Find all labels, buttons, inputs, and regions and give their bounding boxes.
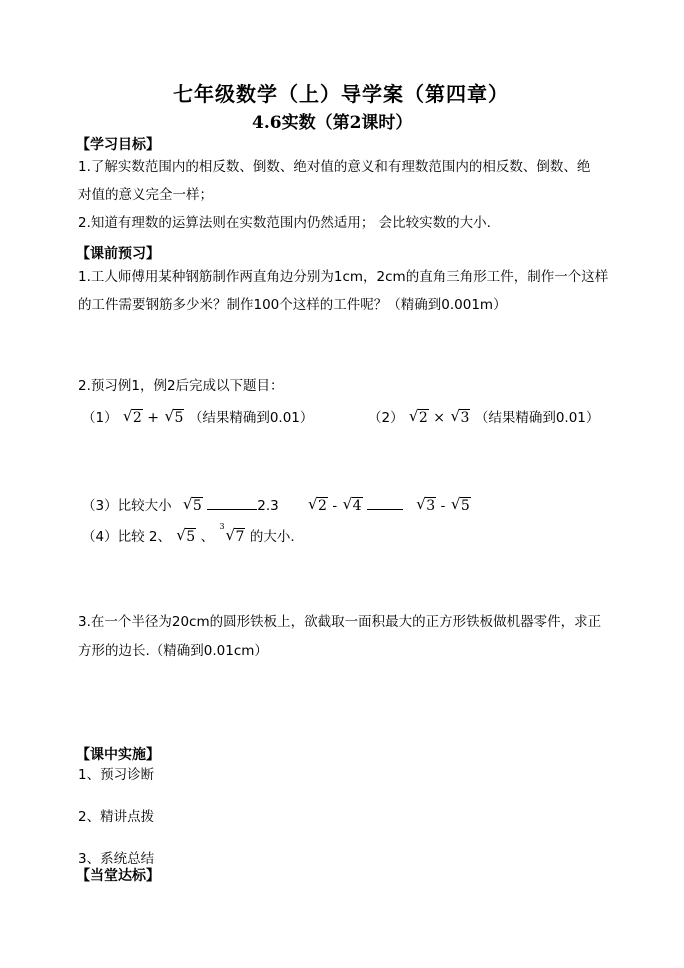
question-1-line-1: 1.工人师傅用某种钢筋制作两直角边分别为1cm，2cm的直角三角形工件，制作一个这样 <box>78 269 609 285</box>
compare-value: 2.3 <box>257 498 279 514</box>
question-2-1 <box>82 407 314 426</box>
question-2-4 <box>82 522 295 545</box>
question-2-3 <box>82 497 471 514</box>
q2-2-label: （2） <box>368 410 404 426</box>
q2-1-label: （1） <box>82 410 118 426</box>
sqrt-expression: √ 2 <box>122 407 142 426</box>
separator: 、 <box>200 529 215 545</box>
section-heading-objectives: 【学习目标】 <box>76 137 160 153</box>
question-2-intro: 2.预习例1，例2后完成以下题目： <box>78 378 284 394</box>
sqrt-expression: √ 2 <box>408 407 428 426</box>
sqrt-expression: √ 5 <box>182 495 202 514</box>
sqrt-expression: √ 5 <box>164 407 184 426</box>
question-3-line-1: 3.在一个半径为20cm的圆形铁板上，欲截取一面积最大的正方形铁板做机器零件，求正 <box>78 614 602 630</box>
question-3-line-2: 方形的边长.（精确到0.01cm） <box>78 643 268 659</box>
plus-operator: + <box>147 410 159 426</box>
sqrt-expression: √ 3 <box>416 495 436 514</box>
q2-4-tail: 的大小. <box>249 529 295 545</box>
question-2-2 <box>368 407 600 426</box>
page-subtitle: 4.6实数（第2课时） <box>252 113 413 133</box>
inclass-item-3: 3、系统总结 <box>78 851 155 867</box>
objective-line-2: 对值的意义完全一样； <box>78 187 213 203</box>
inclass-item-2: 2、精讲点拨 <box>78 809 155 825</box>
minus-operator: - <box>332 498 338 514</box>
q2-3-label: （3）比较大小 <box>82 498 172 514</box>
sqrt-expression: √ 4 <box>342 495 362 514</box>
times-operator: × <box>433 410 445 426</box>
cube-root-expression: 3 √ 7 <box>219 522 245 545</box>
sqrt-expression: √ 2 <box>308 495 327 514</box>
sqrt-expression: √ 5 <box>176 526 196 545</box>
inclass-item-1: 1、预习诊断 <box>78 767 155 783</box>
minus-operator: - <box>440 498 446 514</box>
section-heading-practice: 【当堂达标】 <box>76 868 160 884</box>
objective-line-3: 2.知道有理数的运算法则在实数范围内仍然适用； 会比较实数的大小. <box>78 215 491 231</box>
q2-2-note: （结果精确到0.01） <box>474 410 600 426</box>
section-heading-inclass: 【课中实施】 <box>76 747 160 763</box>
section-heading-preview: 【课前预习】 <box>76 246 160 262</box>
answer-blank[interactable] <box>367 497 403 510</box>
page-title: 七年级数学（上）导学案（第四章） <box>173 82 509 106</box>
sqrt-expression: √ 5 <box>450 495 470 514</box>
sqrt-expression: √ 3 <box>450 407 470 426</box>
q2-4-label: （4）比较 2、 <box>82 529 171 545</box>
answer-blank[interactable] <box>207 497 257 510</box>
objective-line-1: 1.了解实数范围内的相反数、倒数、绝对值的意义和有理数范围内的相反数、倒数、绝 <box>78 159 591 175</box>
question-1-line-2: 的工件需要钢筋多少米？制作100个这样的工件呢？（精确到0.001m） <box>78 297 507 313</box>
q2-1-note: （结果精确到0.01） <box>188 410 314 426</box>
